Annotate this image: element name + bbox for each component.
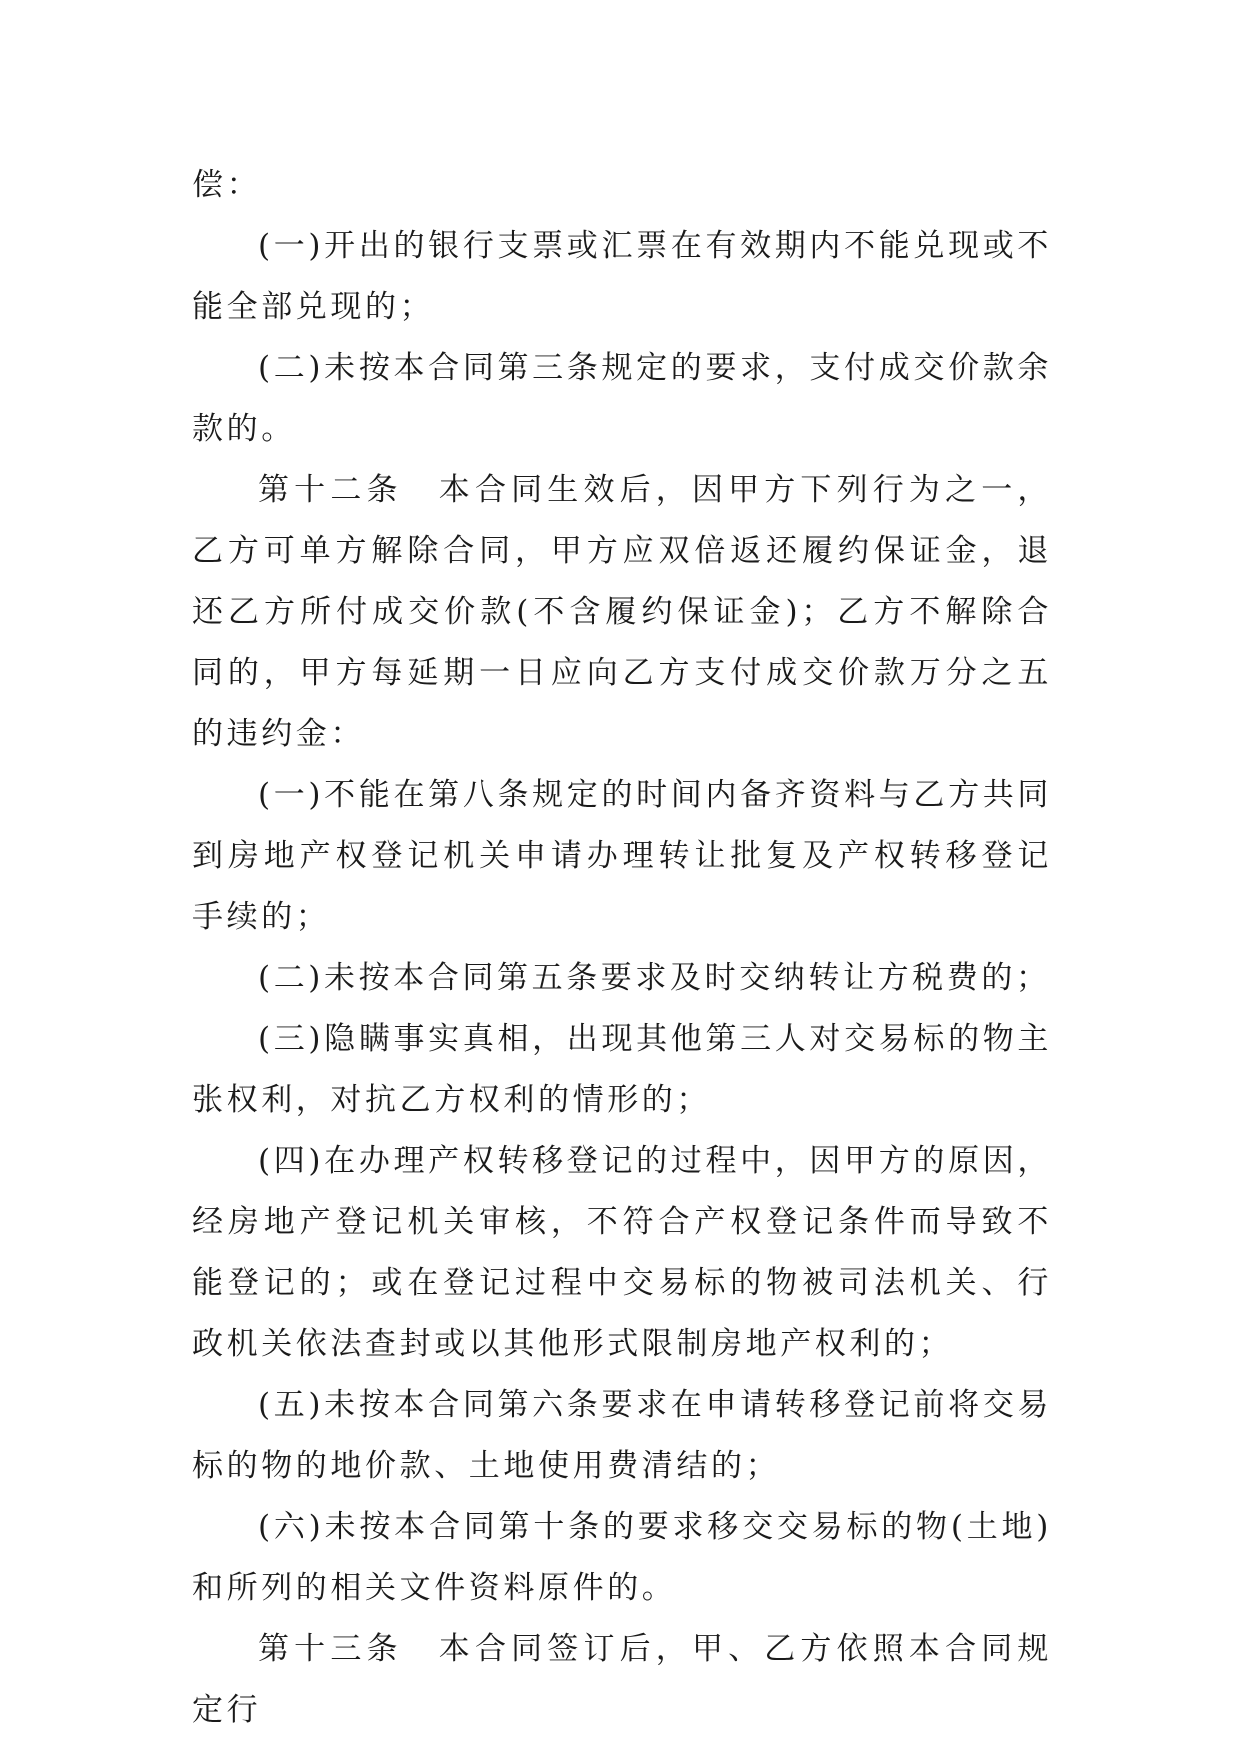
article-13: 第十三条 本合同签订后，甲、乙方依照本合同规定行 xyxy=(192,1631,1052,1728)
clause-item-2: (二)未按本合同第三条规定的要求，支付成交价款余款的。 xyxy=(192,350,1052,447)
paragraph-continuation: 偿： xyxy=(192,167,262,203)
document-page xyxy=(192,155,1052,1741)
article-12-item-3: (三)隐瞒事实真相，出现其他第三人对交易标的物主张权利，对抗乙方权利的情形的； xyxy=(192,1021,1052,1118)
article-12-item-1: (一)不能在第八条规定的时间内备齐资料与乙方共同到房地产权登记机关申请办理转让批复及产权转移登记手续的； xyxy=(192,777,1052,935)
clause-item-1: (一)开出的银行支票或汇票在有效期内不能兑现或不能全部兑现的； xyxy=(192,228,1052,325)
article-12-item-6: (六)未按本合同第十条的要求移交交易标的物(土地)和所列的相关文件资料原件的。 xyxy=(192,1509,1052,1606)
article-12: 第十二条 本合同生效后，因甲方下列行为之一，乙方可单方解除合同，甲方应双倍返还履约保证金，退还乙方所付成交价款(不含履约保证金)；乙方不解除合同的，甲方每延期一日应向乙方支付成交价款万分之五的违约金： xyxy=(192,472,1052,752)
article-12-item-4: (四)在办理产权转移登记的过程中，因甲方的原因，经房地产登记机关审核，不符合产权登记条件而导致不能登记的；或在登记过程中交易标的物被司法机关、行政机关依法查封或以其他形式限制房地产权利的； xyxy=(192,1143,1052,1362)
article-12-item-5: (五)未按本合同第六条要求在申请转移登记前将交易标的物的地价款、土地使用费清结的； xyxy=(192,1387,1052,1484)
article-12-item-2: (二)未按本合同第五条要求及时交纳转让方税费的； xyxy=(258,960,1051,996)
